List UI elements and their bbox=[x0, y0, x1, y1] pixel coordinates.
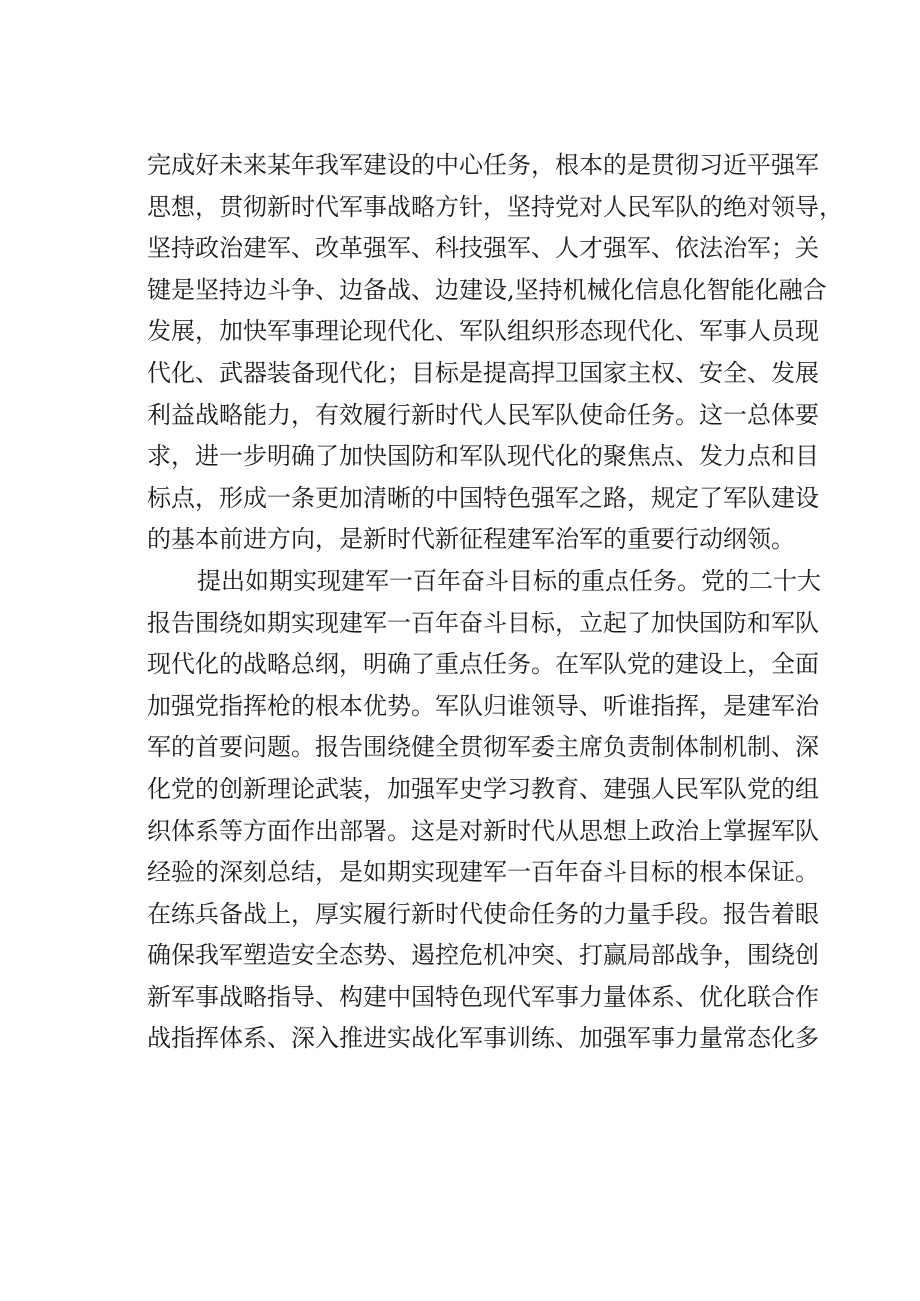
text-line: 军的首要问题。报告围绕健全贯彻军委主席负责制体制机制、深 bbox=[147, 733, 819, 762]
text-line: 完成好未来某年我军建设的中心任务，根本的是贯彻习近平强军 bbox=[147, 151, 819, 179]
text-line: 坚持政治建军、改革强军、科技强军、人才强军、依法治军；关 bbox=[147, 234, 819, 263]
text-line: 战指挥体系、深入推进实战化军事训练、加强军事力量常态化多 bbox=[147, 1024, 819, 1053]
text-line: 在练兵备战上，厚实履行新时代使命任务的力量手段。报告着眼 bbox=[147, 899, 819, 928]
text-line: 确保我军塑造安全态势、遏控危机冲突、打赢局部战争，围绕创 bbox=[147, 941, 819, 970]
text-line: 键是坚持边斗争、边备战、边建设,坚持机械化信息化智能化融合 bbox=[147, 275, 827, 304]
text-line: 化党的创新理论武装，加强军史学习教育、建强人民军队党的组 bbox=[147, 774, 819, 803]
text-line: 的基本前进方向，是新时代新征程建军治军的重要行动纲领。 bbox=[147, 525, 795, 554]
text-line: 发展，加快军事理论现代化、军队组织形态现代化、军事人员现 bbox=[147, 317, 819, 346]
text-line: 利益战略能力，有效履行新时代人民军队使命任务。这一总体要 bbox=[147, 400, 819, 429]
text-line: 新军事战略指导、构建中国特色现代军事力量体系、优化联合作 bbox=[147, 982, 819, 1011]
text-line: 经验的深刻总结，是如期实现建军一百年奋斗目标的根本保证。 bbox=[147, 858, 819, 887]
text-line: 思想，贯彻新时代军事战略方针，坚持党对人民军队的绝对领导， bbox=[147, 192, 843, 221]
text-line: 求，进一步明确了加快国防和军队现代化的聚焦点、发力点和目 bbox=[147, 442, 819, 471]
text-line: 报告围绕如期实现建军一百年奋斗目标，立起了加快国防和军队 bbox=[147, 608, 819, 637]
text-line: 现代化的战略总纲，明确了重点任务。在军队党的建设上，全面 bbox=[147, 650, 819, 679]
text-line: 提出如期实现建军一百年奋斗目标的重点任务。党的二十大 bbox=[197, 566, 821, 595]
text-line: 织体系等方面作出部署。这是对新时代从思想上政治上掌握军队 bbox=[147, 816, 819, 845]
body-text bbox=[147, 145, 843, 1060]
text-line: 代化、武器装备现代化；目标是提高捍卫国家主权、安全、发展 bbox=[147, 358, 819, 387]
text-line: 加强党指挥枪的根本优势。军队归谁领导、听谁指挥，是建军治 bbox=[147, 691, 819, 720]
text-line: 标点，形成一条更加清晰的中国特色强军之路，规定了军队建设 bbox=[147, 483, 819, 512]
